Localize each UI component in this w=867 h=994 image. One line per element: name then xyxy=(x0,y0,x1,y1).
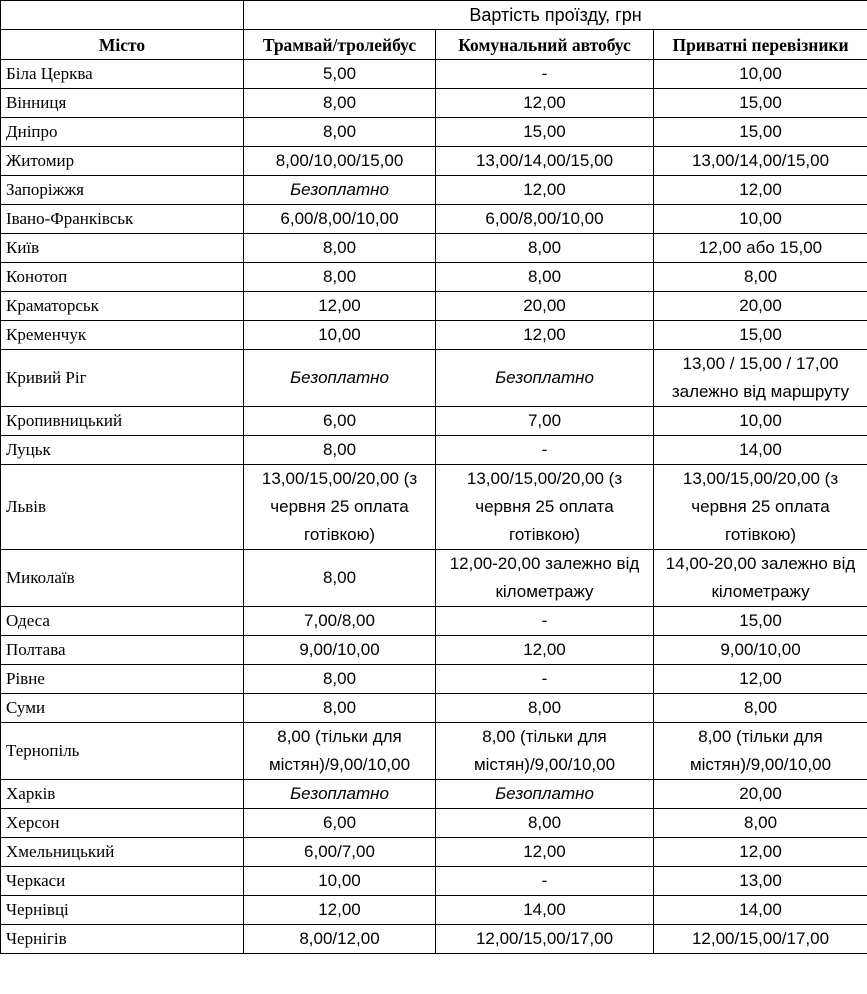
city-cell: Хмельницький xyxy=(1,838,244,867)
city-cell: Конотоп xyxy=(1,263,244,292)
tram-fare-cell: 10,00 xyxy=(244,321,436,350)
table-row xyxy=(1,292,867,321)
tram-fare-cell: 12,00 xyxy=(244,896,436,925)
private-fare-cell: 10,00 xyxy=(654,407,867,436)
tram-fare-cell: 8,00 xyxy=(244,665,436,694)
tram-fare-cell: 8,00 (тільки для містян)/9,00/10,00 xyxy=(244,723,436,780)
private-fare-cell: 15,00 xyxy=(654,321,867,350)
private-fare-cell: 15,00 xyxy=(654,118,867,147)
municipal-bus-fare-cell: Безоплатно xyxy=(436,350,654,407)
tram-fare-cell: 8,00 xyxy=(244,436,436,465)
table-row xyxy=(1,465,867,550)
private-fare-cell: 12,00 xyxy=(654,176,867,205)
city-cell: Херсон xyxy=(1,809,244,838)
tram-fare-cell: 12,00 xyxy=(244,292,436,321)
municipal-bus-fare-cell: 8,00 (тільки для містян)/9,00/10,00 xyxy=(436,723,654,780)
table-row xyxy=(1,694,867,723)
table-row xyxy=(1,205,867,234)
private-fare-cell: 9,00/10,00 xyxy=(654,636,867,665)
col-header-private-carriers: Приватні перевізники xyxy=(654,30,867,60)
municipal-bus-fare-cell: - xyxy=(436,867,654,896)
table-row xyxy=(1,118,867,147)
col-header-tram-trolleybus: Трамвай/тролейбус xyxy=(244,30,436,60)
table-body xyxy=(1,60,867,954)
municipal-bus-fare-cell: 12,00 xyxy=(436,321,654,350)
table-row xyxy=(1,321,867,350)
private-fare-cell: 20,00 xyxy=(654,780,867,809)
city-cell: Житомир xyxy=(1,147,244,176)
table-row xyxy=(1,723,867,780)
municipal-bus-fare-cell: 12,00/15,00/17,00 xyxy=(436,925,654,954)
city-cell: Кропивницький xyxy=(1,407,244,436)
private-fare-cell: 10,00 xyxy=(654,205,867,234)
private-fare-cell: 8,00 (тільки для містян)/9,00/10,00 xyxy=(654,723,867,780)
city-cell: Краматорськ xyxy=(1,292,244,321)
table-row xyxy=(1,407,867,436)
tram-fare-cell: 8,00 xyxy=(244,89,436,118)
private-fare-cell: 13,00 / 15,00 / 17,00 залежно від маршруту xyxy=(654,350,867,407)
col-header-city: Місто xyxy=(1,30,244,60)
municipal-bus-fare-cell: 12,00 xyxy=(436,176,654,205)
city-cell: Київ xyxy=(1,234,244,263)
city-cell: Біла Церква xyxy=(1,60,244,89)
table-row xyxy=(1,263,867,292)
city-cell: Дніпро xyxy=(1,118,244,147)
private-fare-cell: 10,00 xyxy=(654,60,867,89)
table-row xyxy=(1,176,867,205)
city-cell: Суми xyxy=(1,694,244,723)
city-cell: Полтава xyxy=(1,636,244,665)
table-row xyxy=(1,234,867,263)
table-row xyxy=(1,550,867,607)
table-row xyxy=(1,607,867,636)
municipal-bus-fare-cell: - xyxy=(436,607,654,636)
tram-fare-cell: 6,00 xyxy=(244,407,436,436)
tram-fare-cell: 10,00 xyxy=(244,867,436,896)
city-cell: Івано-Франківськ xyxy=(1,205,244,234)
tram-fare-cell: 5,00 xyxy=(244,60,436,89)
municipal-bus-fare-cell: 8,00 xyxy=(436,694,654,723)
table-row xyxy=(1,896,867,925)
tram-fare-cell: 13,00/15,00/20,00 (з червня 25 оплата готівкою) xyxy=(244,465,436,550)
municipal-bus-fare-cell: 13,00/15,00/20,00 (з червня 25 оплата готівкою) xyxy=(436,465,654,550)
city-cell: Вінниця xyxy=(1,89,244,118)
city-cell: Тернопіль xyxy=(1,723,244,780)
table-row xyxy=(1,636,867,665)
city-cell: Одеса xyxy=(1,607,244,636)
tram-fare-cell: 6,00 xyxy=(244,809,436,838)
municipal-bus-fare-cell: 7,00 xyxy=(436,407,654,436)
city-cell: Миколаїв xyxy=(1,550,244,607)
private-fare-cell: 12,00 xyxy=(654,838,867,867)
table-header-columns xyxy=(1,30,867,60)
private-fare-cell: 13,00/15,00/20,00 (з червня 25 оплата готівкою) xyxy=(654,465,867,550)
private-fare-cell: 15,00 xyxy=(654,607,867,636)
private-fare-cell: 20,00 xyxy=(654,292,867,321)
table-row xyxy=(1,867,867,896)
table-row xyxy=(1,780,867,809)
city-cell: Чернігів xyxy=(1,925,244,954)
private-fare-cell: 8,00 xyxy=(654,809,867,838)
municipal-bus-fare-cell: 20,00 xyxy=(436,292,654,321)
private-fare-cell: 8,00 xyxy=(654,263,867,292)
private-fare-cell: 13,00 xyxy=(654,867,867,896)
corner-cell xyxy=(1,1,244,30)
table-row xyxy=(1,809,867,838)
city-cell: Черкаси xyxy=(1,867,244,896)
tram-fare-cell: 6,00/7,00 xyxy=(244,838,436,867)
municipal-bus-fare-cell: 14,00 xyxy=(436,896,654,925)
tram-fare-cell: Безоплатно xyxy=(244,350,436,407)
tram-fare-cell: 8,00 xyxy=(244,550,436,607)
municipal-bus-fare-cell: Безоплатно xyxy=(436,780,654,809)
municipal-bus-fare-cell: - xyxy=(436,436,654,465)
tram-fare-cell: 7,00/8,00 xyxy=(244,607,436,636)
tram-fare-cell: 6,00/8,00/10,00 xyxy=(244,205,436,234)
city-cell: Харків xyxy=(1,780,244,809)
municipal-bus-fare-cell: 6,00/8,00/10,00 xyxy=(436,205,654,234)
col-header-municipal-bus: Комунальний автобус xyxy=(436,30,654,60)
private-fare-cell: 15,00 xyxy=(654,89,867,118)
tram-fare-cell: 8,00 xyxy=(244,118,436,147)
municipal-bus-fare-cell: 12,00 xyxy=(436,636,654,665)
city-cell: Кременчук xyxy=(1,321,244,350)
table-row xyxy=(1,60,867,89)
city-cell: Львів xyxy=(1,465,244,550)
tram-fare-cell: 8,00/12,00 xyxy=(244,925,436,954)
municipal-bus-fare-cell: 13,00/14,00/15,00 xyxy=(436,147,654,176)
city-cell: Запоріжжя xyxy=(1,176,244,205)
municipal-bus-fare-cell: 12,00 xyxy=(436,89,654,118)
city-cell: Рівне xyxy=(1,665,244,694)
municipal-bus-fare-cell: 15,00 xyxy=(436,118,654,147)
private-fare-cell: 13,00/14,00/15,00 xyxy=(654,147,867,176)
city-cell: Кривий Ріг xyxy=(1,350,244,407)
private-fare-cell: 14,00-20,00 залежно від кілометражу xyxy=(654,550,867,607)
private-fare-cell: 12,00 xyxy=(654,665,867,694)
tram-fare-cell: Безоплатно xyxy=(244,176,436,205)
table-header-top xyxy=(1,1,867,30)
private-fare-cell: 12,00/15,00/17,00 xyxy=(654,925,867,954)
table-row xyxy=(1,838,867,867)
table-title: Вартість проїзду, грн xyxy=(244,1,867,30)
tram-fare-cell: 8,00/10,00/15,00 xyxy=(244,147,436,176)
table-row xyxy=(1,925,867,954)
private-fare-cell: 12,00 або 15,00 xyxy=(654,234,867,263)
tram-fare-cell: Безоплатно xyxy=(244,780,436,809)
municipal-bus-fare-cell: 12,00 xyxy=(436,838,654,867)
table-row xyxy=(1,147,867,176)
private-fare-cell: 14,00 xyxy=(654,436,867,465)
municipal-bus-fare-cell: - xyxy=(436,60,654,89)
table-row xyxy=(1,665,867,694)
private-fare-cell: 14,00 xyxy=(654,896,867,925)
tram-fare-cell: 8,00 xyxy=(244,694,436,723)
table-row xyxy=(1,350,867,407)
tram-fare-cell: 8,00 xyxy=(244,263,436,292)
city-cell: Луцьк xyxy=(1,436,244,465)
tram-fare-cell: 9,00/10,00 xyxy=(244,636,436,665)
municipal-bus-fare-cell: 8,00 xyxy=(436,263,654,292)
municipal-bus-fare-cell: 8,00 xyxy=(436,809,654,838)
municipal-bus-fare-cell: 8,00 xyxy=(436,234,654,263)
table-row xyxy=(1,436,867,465)
tram-fare-cell: 8,00 xyxy=(244,234,436,263)
municipal-bus-fare-cell: - xyxy=(436,665,654,694)
private-fare-cell: 8,00 xyxy=(654,694,867,723)
table-row xyxy=(1,89,867,118)
municipal-bus-fare-cell: 12,00-20,00 залежно від кілометражу xyxy=(436,550,654,607)
city-cell: Чернівці xyxy=(1,896,244,925)
